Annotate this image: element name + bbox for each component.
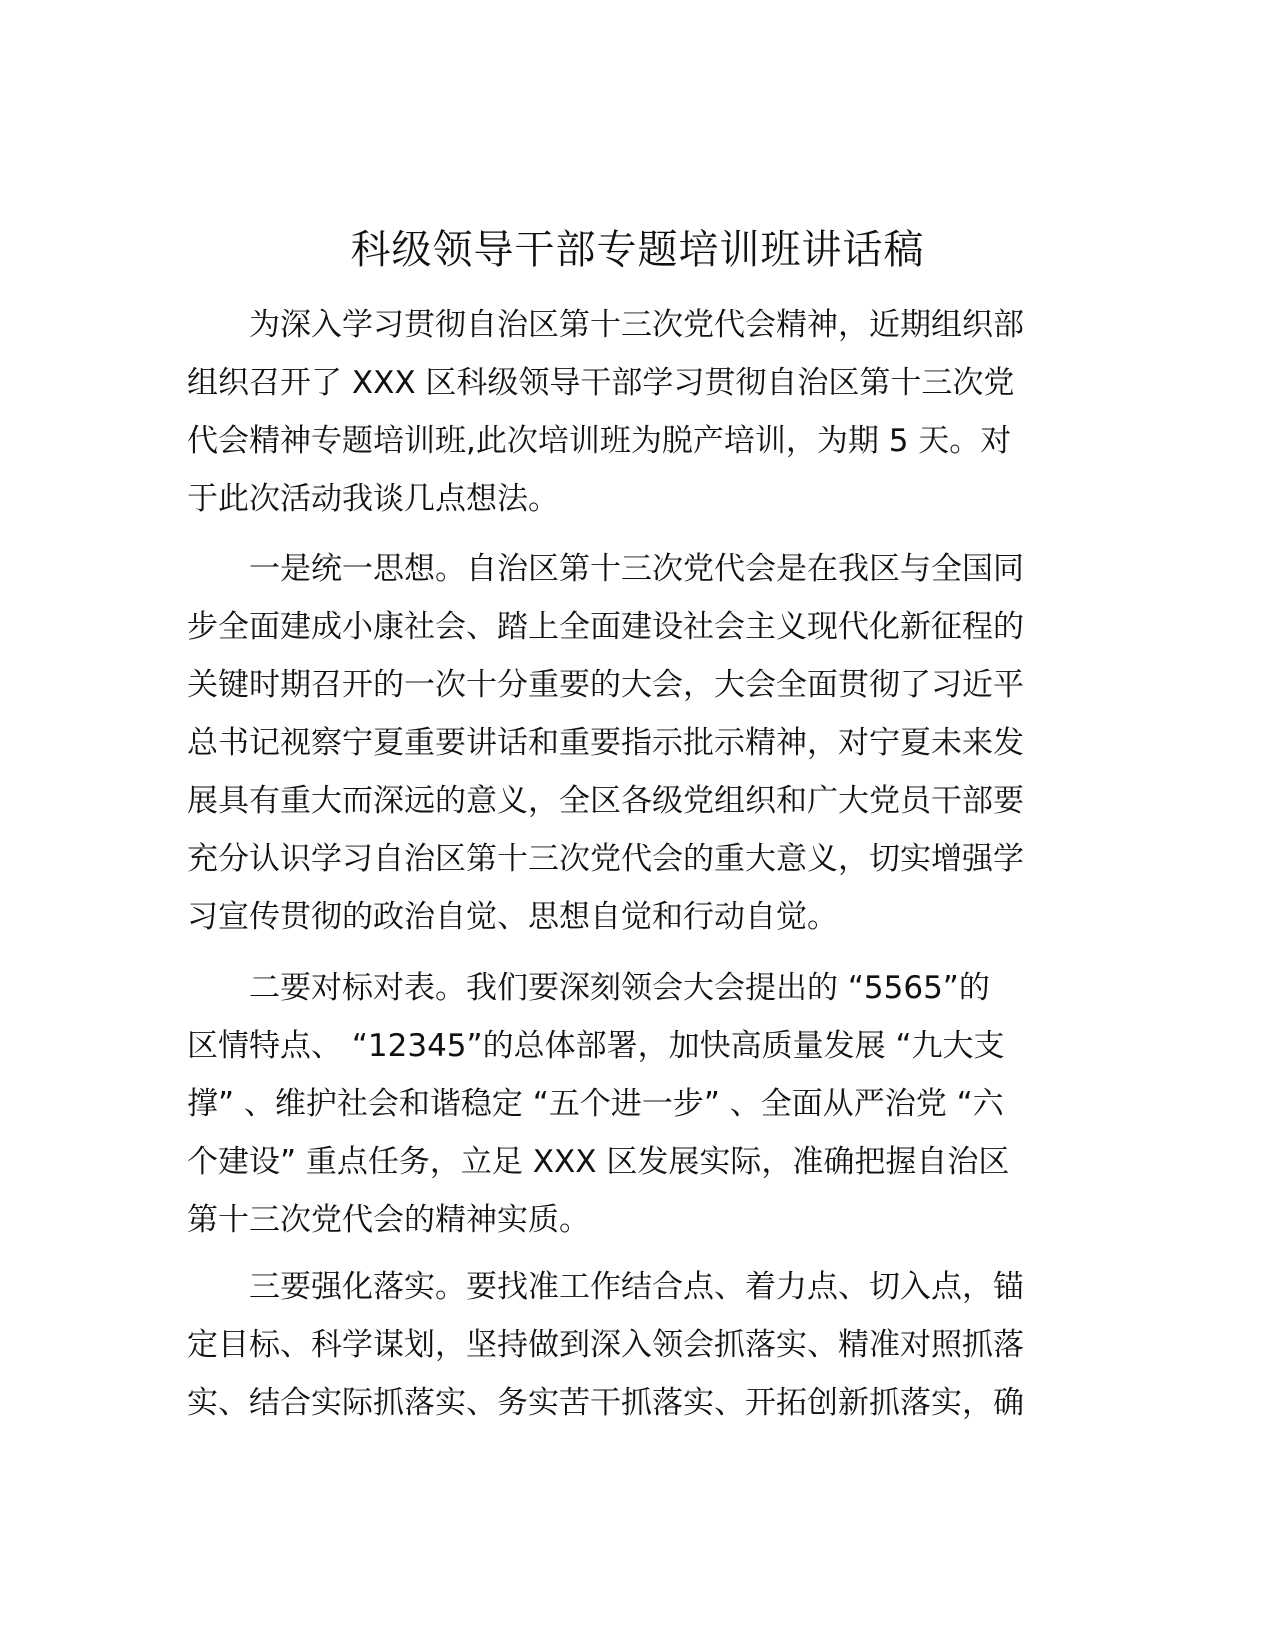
text-line: 习宣传贯彻的政治自觉、思想自觉和行动自觉。	[187, 899, 838, 935]
text-line: 于此次活动我谈几点想法。	[187, 481, 559, 517]
text-line: 组织召开了 XXX 区科级领导干部学习贯彻自治区第十三次党	[187, 365, 1015, 401]
paragraph-1	[187, 296, 1087, 528]
text-line: 二要对标对表。我们要深刻领会大会提出的 “5565”的	[187, 970, 990, 1006]
paragraph-3	[187, 959, 1087, 1249]
text-line: 步全面建成小康社会、踏上全面建设社会主义现代化新征程的	[187, 609, 1024, 645]
paragraph-4	[187, 1258, 1087, 1432]
text-line: 实、结合实际抓落实、务实苦干抓落实、开拓创新抓落实，确	[187, 1385, 1024, 1421]
text-line: 代会精神专题培训班,此次培训班为脱产培训，为期 5 天。对	[187, 423, 1012, 459]
text-line: 总书记视察宁夏重要讲话和重要指示批示精神，对宁夏未来发	[187, 725, 1024, 761]
text-line: 关键时期召开的一次十分重要的大会，大会全面贯彻了习近平	[187, 667, 1024, 703]
text-line: 为深入学习贯彻自治区第十三次党代会精神，近期组织部	[187, 307, 1024, 343]
text-line: 区情特点、 “12345”的总体部署，加快高质量发展 “九大支	[187, 1028, 1005, 1064]
text-line: 充分认识学习自治区第十三次党代会的重大意义，切实增强学	[187, 841, 1024, 877]
paragraph-2	[187, 540, 1087, 946]
document-title: 科级领导干部专题培训班讲话稿	[350, 227, 925, 273]
text-line: 定目标、科学谋划，坚持做到深入领会抓落实、精准对照抓落	[187, 1327, 1024, 1363]
text-line: 一是统一思想。自治区第十三次党代会是在我区与全国同	[187, 551, 1024, 587]
text-line: 展具有重大而深远的意义，全区各级党组织和广大党员干部要	[187, 783, 1024, 819]
text-line: 三要强化落实。要找准工作结合点、着力点、切入点，锚	[187, 1269, 1024, 1305]
text-line: 撑” 、维护社会和谐稳定 “五个进一步” 、全面从严治党 “六	[187, 1086, 1004, 1122]
text-line: 个建设” 重点任务，立足 XXX 区发展实际，准确把握自治区	[187, 1144, 1010, 1180]
text-line: 第十三次党代会的精神实质。	[187, 1202, 590, 1238]
